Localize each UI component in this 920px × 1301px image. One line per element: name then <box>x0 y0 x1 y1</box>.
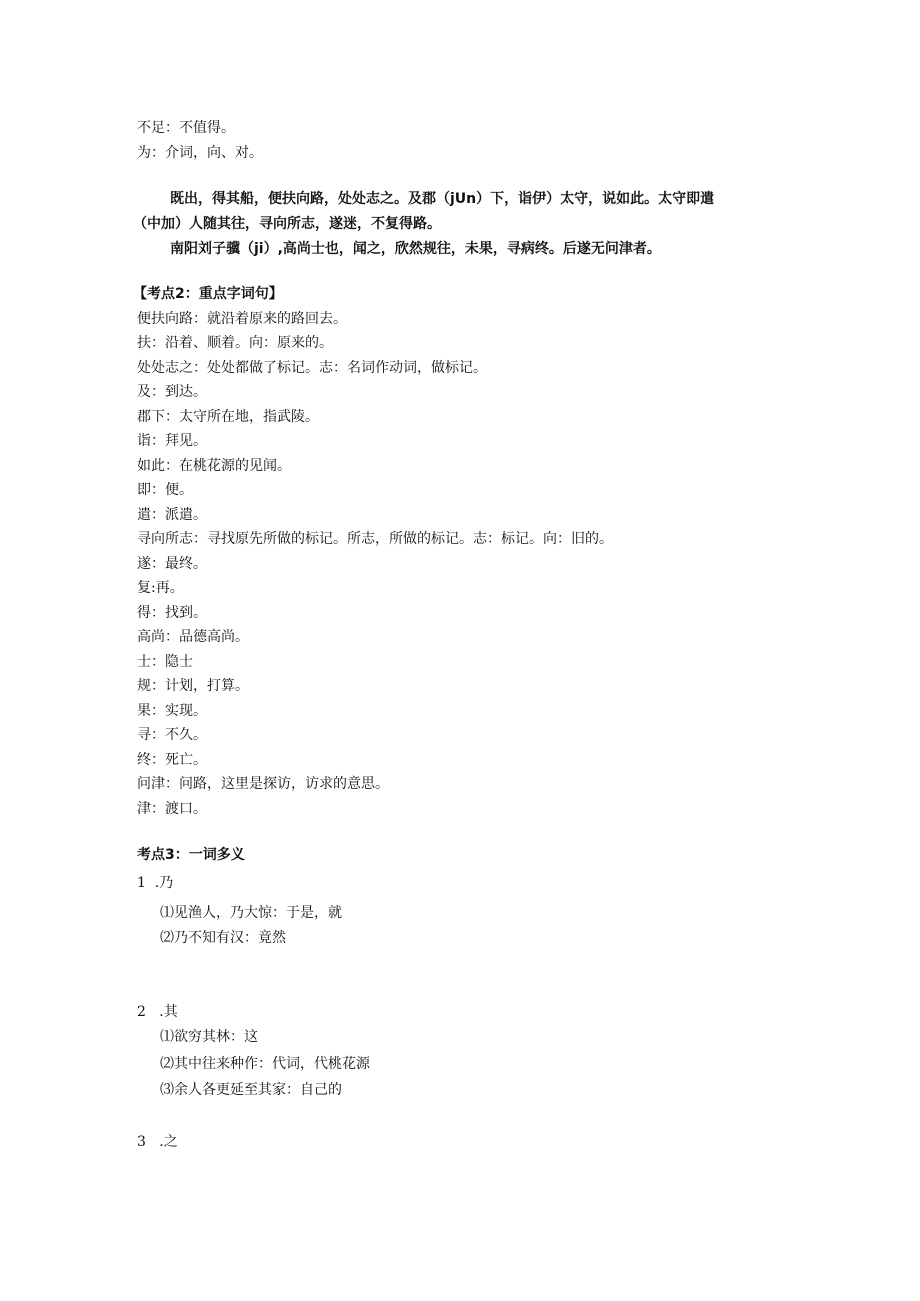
vocab-item: 寻：不久。 <box>137 727 207 743</box>
vocab-item: 遂：最终。 <box>137 556 207 572</box>
vocab-item: 得：找到。 <box>137 605 207 621</box>
section-heading: 【考点2：重点字词句】 <box>133 286 283 302</box>
note-line: 为：介词，向、对。 <box>137 145 263 161</box>
passage-line: （中加）人随其往，寻向所志，遂迷，不复得路。 <box>133 216 441 232</box>
polysemy-sense: ⑶余人各更延至其家：自己的 <box>160 1082 342 1098</box>
section-heading: 考点3：一词多义 <box>137 847 245 863</box>
polysemy-sense: ⑴见渔人，乃大惊：于是，就 <box>160 905 342 921</box>
vocab-item: 郡下：太守所在地，指武陵。 <box>137 409 319 425</box>
polysemy-word: 3 .之 <box>137 1134 178 1150</box>
vocab-item: 处处志之：处处都做了标记。志：名词作动词，做标记。 <box>137 360 487 376</box>
polysemy-sense: ⑵其中往来种作：代词，代桃花源 <box>160 1056 370 1072</box>
vocab-item: 问津：问路，这里是探访，访求的意思。 <box>137 776 389 792</box>
passage-line: 南阳刘子骥（ji）,高尚士也，闻之，欣然规往，未果，寻病终。后遂无问津者。 <box>170 241 661 257</box>
vocab-item: 规：计划，打算。 <box>137 678 249 694</box>
vocab-item: 寻向所志：寻找原先所做的标记。所志，所做的标记。志：标记。向：旧的。 <box>137 531 613 547</box>
vocab-item: 津：渡口。 <box>137 801 207 817</box>
vocab-item: 及：到达。 <box>137 384 207 400</box>
polysemy-word: 1 .乃 <box>137 875 174 891</box>
vocab-item: 高尚：品德高尚。 <box>137 629 249 645</box>
vocab-item: 士：隐士 <box>137 654 193 670</box>
polysemy-sense: ⑵乃不知有汉：竟然 <box>160 930 286 946</box>
passage-line: 既出，得其船，便扶向路，处处志之。及郡（jUn）下，诣伊）太守，说如此。太守即遣 <box>170 191 715 207</box>
vocab-item: 如此：在桃花源的见闻。 <box>137 458 291 474</box>
note-line: 不足：不值得。 <box>137 120 235 136</box>
vocab-item: 扶：沿着、顺着。向：原来的。 <box>137 335 333 351</box>
vocab-item: 复:再。 <box>137 580 184 596</box>
polysemy-sense: ⑴欲穷其林：这 <box>160 1029 258 1045</box>
vocab-item: 便扶向路：就沿着原来的路回去。 <box>137 311 347 327</box>
vocab-item: 遣：派遣。 <box>137 507 207 523</box>
vocab-item: 果：实现。 <box>137 703 207 719</box>
vocab-item: 终：死亡。 <box>137 752 207 768</box>
vocab-item: 即：便。 <box>137 482 193 498</box>
vocab-item: 诣：拜见。 <box>137 433 207 449</box>
polysemy-word: 2 .其 <box>137 1004 178 1020</box>
